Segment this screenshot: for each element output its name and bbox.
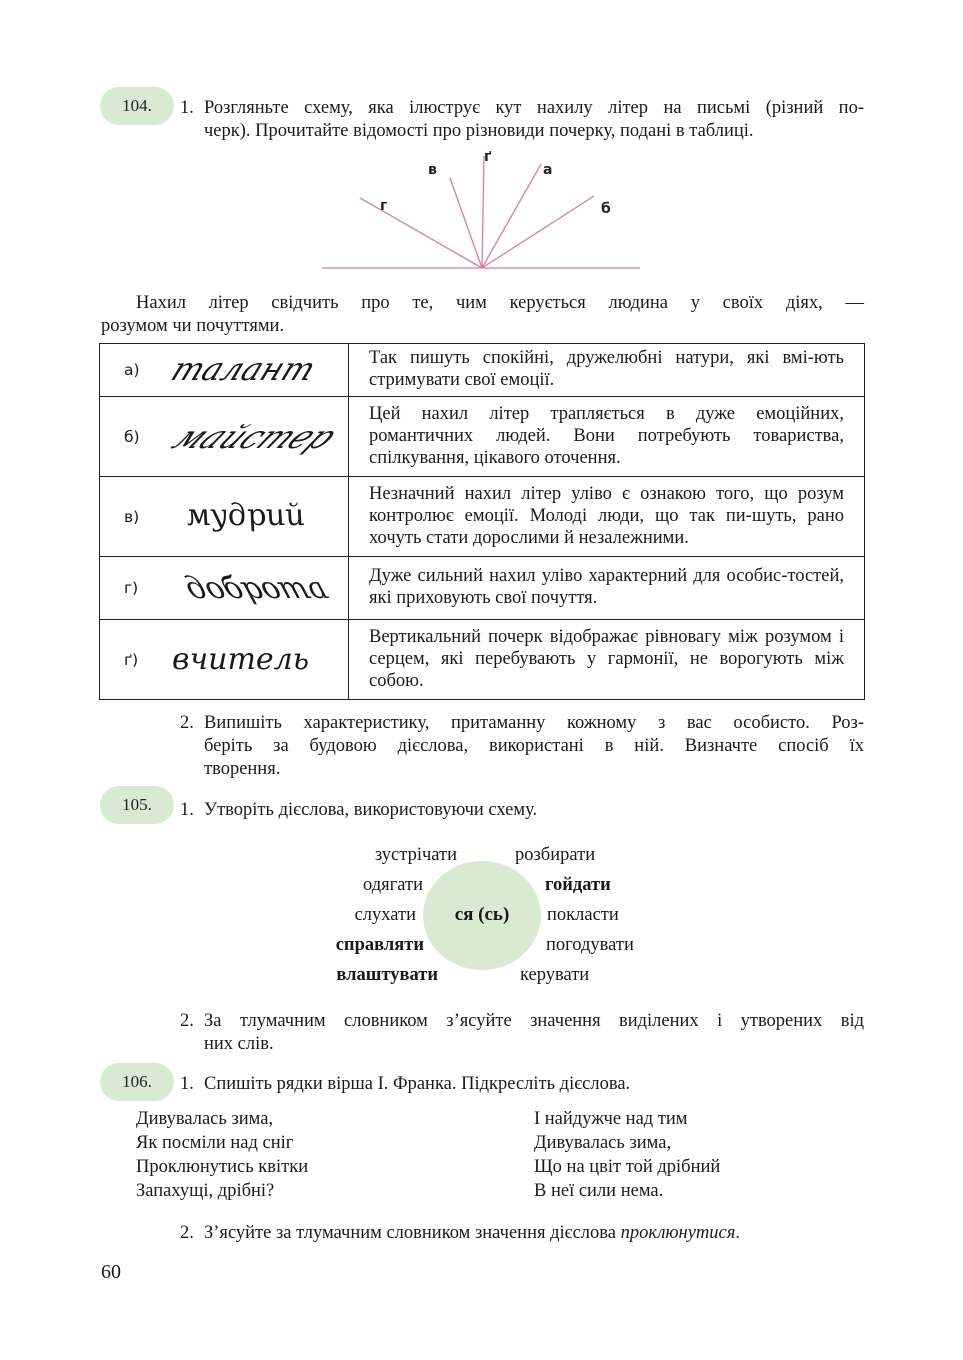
ex104-task2-line2: беріть за будовою дієслова, використані в ній. Визначте спосіб їх (204, 736, 864, 756)
ex105-task1 (180, 799, 537, 822)
right-word: погодувати (546, 935, 634, 955)
description-cell: Цей нахил літер трапляється в дуже емоційних, романтичних людей. Вони потребують товариства, спілкування, цікавого оточення. (349, 397, 865, 477)
suffix-label: ся (сь) (454, 904, 510, 925)
slant-angle-diagram (318, 148, 648, 276)
left-word-bold: справляти (335, 935, 424, 955)
ex105-task1-num: 1. (180, 800, 194, 820)
description-cell: Незначний нахил літер уліво є ознакою того, що розум контролює емоції. Молоді люди, що так пи-шуть, рано хочуть стати дорослими й незалежними. (349, 477, 865, 557)
handwriting-sample-talant (165, 348, 338, 392)
exercise-106-badge: 106. (100, 1063, 174, 1101)
ex106-task2-word: проклюнутися (620, 1223, 736, 1243)
left-word: слухати (354, 905, 416, 925)
ex104-task2-line3: творення. (204, 759, 281, 779)
label-v: в (428, 162, 437, 178)
table-row (100, 620, 865, 700)
handwriting-table (99, 343, 865, 700)
ex105-task2-line2: них слів. (204, 1034, 274, 1054)
ex104-task1-line2: черк). Прочитайте відомості про різновиди почерку, подані в таблиці. (204, 121, 754, 141)
ex104-task1-num: 1. (180, 98, 194, 118)
left-word: зустрічати (374, 845, 457, 865)
ex104-task1-text1: Розгляньте схему, яка ілюструє кут нахилу літер на письмі (різний по- (204, 98, 864, 118)
exercise-105-badge: 105. (100, 786, 174, 824)
ex105-task2-num: 2. (180, 1011, 194, 1031)
ex106-task2-end: . (735, 1223, 740, 1243)
slant-line-v (450, 178, 482, 268)
sample-cell (100, 620, 349, 700)
poem-left-column (136, 1107, 308, 1203)
poem-line: Дивувалась зима, (136, 1109, 274, 1129)
right-word: розбирати (515, 845, 596, 865)
description-cell: Дуже сильний нахил уліво характерний для особис-тостей, які приховують свої почуття. (349, 557, 865, 620)
table-row (100, 477, 865, 557)
poem-line: В неї сили нема. (534, 1181, 664, 1201)
sample-cell (100, 557, 349, 620)
ex104-task1-line1 (180, 97, 864, 120)
poem-line: Що на цвіт той дрібний (534, 1157, 721, 1177)
sample-text: майстер (163, 417, 347, 456)
sample-text: вчитель (172, 641, 310, 677)
handwriting-sample-vchytel (168, 635, 318, 685)
label-b: б (601, 201, 611, 217)
ex104-task2-text1: Випишіть характеристику, притаманну кожному з вас особисто. Роз- (204, 713, 864, 733)
slant-line-a (482, 164, 541, 268)
ex106-task2-text: З’ясуйте за тлумачним словником значення дієслова (204, 1223, 621, 1243)
sample-cell (100, 477, 349, 557)
right-word-bold: гойдати (545, 875, 611, 895)
row-label: ґ) (124, 650, 139, 669)
table-row (100, 344, 865, 397)
handwriting-sample-mudryi (168, 487, 318, 547)
poem-line: Запахущі, дрібні? (136, 1181, 275, 1201)
poem-line: Як посміли над сніг (136, 1133, 294, 1153)
slant-line-g (360, 198, 482, 268)
table-row (100, 557, 865, 620)
table-row (100, 397, 865, 477)
page-number: 60 (101, 1261, 121, 1283)
ex106-task2-num: 2. (180, 1223, 194, 1243)
poem-line: Проклюнутись квітки (136, 1157, 309, 1177)
label-g: г (380, 198, 388, 214)
row-label: г) (124, 579, 139, 597)
poem-line: Дивувалась зима, (534, 1133, 672, 1153)
ex104-task2-num: 2. (180, 713, 194, 733)
slant-line-ge (482, 156, 484, 268)
poem-right-column (534, 1107, 720, 1203)
slant-line-b (482, 196, 594, 268)
sample-text: мудрий (180, 497, 309, 533)
row-label: в) (124, 507, 140, 526)
row-label: а) (124, 361, 140, 379)
sample-text: доброта (173, 570, 338, 606)
description-cell: Вертикальний почерк відображає рівновагу між розумом і серцем, які перебувають у гармонії, не ворогують між собою. (349, 620, 865, 700)
sample-text: талант (165, 350, 322, 388)
sample-cell (100, 397, 349, 477)
ex106-task1 (180, 1073, 630, 1096)
description-cell: Так пишуть спокійні, дружелюбні натури, які вмі-ють стримувати свої емоції. (349, 344, 865, 397)
row-label: б) (124, 427, 140, 446)
ex106-task2 (180, 1222, 740, 1245)
handwriting-sample-maister (163, 412, 348, 462)
ex105-task2-text1: За тлумачним словником з’ясуйте значення виділених і утворених від (204, 1011, 864, 1031)
ex105-task1-text: Утворіть дієслова, використовуючи схему. (204, 800, 538, 820)
ex106-task1-num: 1. (180, 1074, 194, 1094)
label-ge: ґ (484, 149, 492, 165)
ex105-task2-line1 (180, 1010, 864, 1033)
right-word: покласти (547, 905, 619, 925)
ex104-intro-line2: розумом чи почуттями. (101, 316, 285, 336)
left-word: одягати (363, 875, 423, 895)
ex106-task1-text: Спишіть рядки вірша І. Франка. Підкресліть дієслова. (204, 1074, 631, 1094)
ex104-task2-line1 (180, 712, 864, 735)
right-word: керувати (520, 965, 590, 985)
exercise-104-badge: 104. (100, 87, 174, 125)
label-a: а (543, 162, 553, 178)
left-word-bold: влаштувати (336, 965, 438, 985)
ex104-intro-line1: Нахил літер свідчить про те, чим керується людина у своїх діях, — (136, 293, 864, 313)
poem-line: І найдужче над тим (534, 1109, 688, 1129)
handwriting-sample-dobrota (168, 558, 338, 618)
sample-cell (100, 344, 349, 397)
